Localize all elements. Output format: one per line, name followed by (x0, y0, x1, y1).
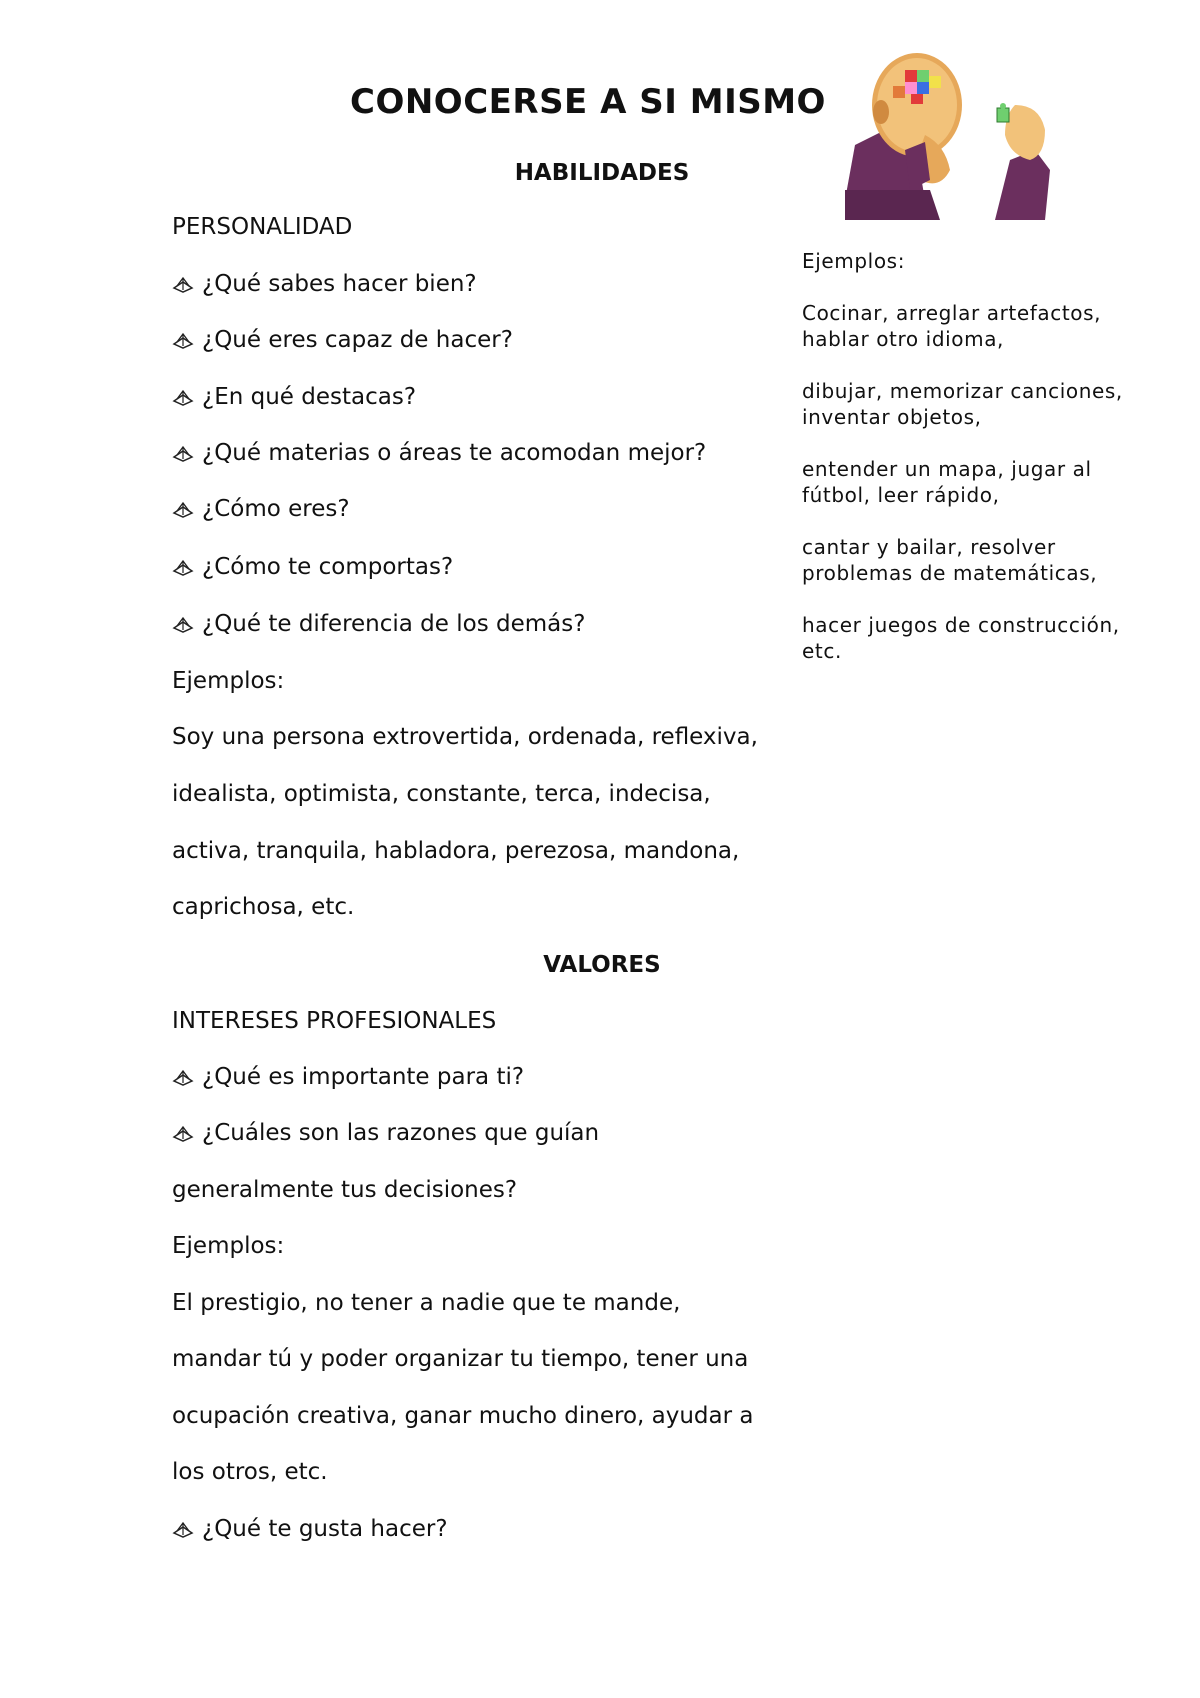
question-text: ¿Qué sabes hacer bien? (202, 271, 477, 297)
question-text: ¿En qué destacas? (202, 384, 417, 410)
side-note-paragraph: Cocinar, arreglar artefactos, hablar otro idioma, (802, 301, 1102, 351)
question-text: ¿Qué te gusta hacer? (202, 1516, 448, 1542)
question-item (172, 325, 513, 355)
book-bullet-icon (172, 442, 194, 462)
book-bullet-icon (172, 498, 194, 518)
examples-label: Ejemplos: (172, 1233, 285, 1259)
example-line: idealista, optimista, constante, terca, indecisa, (172, 781, 711, 807)
question-text: ¿Cómo eres? (202, 496, 350, 522)
question-text: ¿Cuáles son las razones que guían (202, 1120, 600, 1146)
side-note-paragraph: cantar y bailar, resolver problemas de matemáticas, (802, 535, 1098, 585)
example-line: El prestigio, no tener a nadie que te mande, (172, 1290, 681, 1316)
example-line: caprichosa, etc. (172, 894, 355, 920)
side-note-paragraph: entender un mapa, jugar al fútbol, leer rápido, (802, 457, 1092, 507)
book-bullet-icon (172, 273, 194, 293)
question-text: ¿Qué te diferencia de los demás? (202, 611, 586, 637)
question-item (172, 1118, 599, 1148)
question-item (172, 269, 477, 299)
example-line: ocupación creativa, ganar mucho dinero, ayudar a (172, 1403, 754, 1429)
question-text: ¿Qué materias o áreas te acomodan mejor? (202, 440, 707, 466)
question-text: ¿Qué es importante para ti? (202, 1064, 525, 1090)
thinking-man-illustration (845, 50, 1060, 220)
question-text: ¿Qué eres capaz de hacer? (202, 327, 513, 353)
example-line: Soy una persona extrovertida, ordenada, reflexiva, (172, 724, 758, 750)
question-text: ¿Cómo te comportas? (202, 554, 454, 580)
book-bullet-icon (172, 1518, 194, 1538)
question-continuation: generalmente tus decisiones? (172, 1177, 518, 1203)
question-item (172, 552, 453, 582)
side-notes (802, 248, 1162, 690)
subheading-intereses-profesionales: INTERESES PROFESIONALES (172, 1008, 497, 1034)
book-bullet-icon (172, 613, 194, 633)
question-item (172, 609, 585, 639)
section-heading-valores: VALORES (543, 952, 661, 978)
question-item (172, 1062, 524, 1092)
section-heading-habilidades: HABILIDADES (514, 160, 690, 186)
book-bullet-icon (172, 1066, 194, 1086)
example-line: activa, tranquila, habladora, perezosa, mandona, (172, 838, 740, 864)
question-item (172, 1514, 448, 1544)
side-notes-label: Ejemplos: (802, 249, 906, 273)
book-bullet-icon (172, 386, 194, 406)
side-note-paragraph: dibujar, memorizar canciones, inventar objetos, (802, 379, 1123, 429)
question-item (172, 438, 706, 468)
book-bullet-icon (172, 329, 194, 349)
example-line: los otros, etc. (172, 1459, 328, 1485)
question-item (172, 382, 416, 412)
question-item (172, 494, 350, 524)
side-note-paragraph: hacer juegos de construcción, etc. (802, 613, 1120, 663)
book-bullet-icon (172, 1122, 194, 1142)
book-bullet-icon (172, 556, 194, 576)
subheading-personalidad: PERSONALIDAD (172, 214, 353, 240)
document-title: CONOCERSE A SI MISMO (350, 82, 826, 122)
example-line: mandar tú y poder organizar tu tiempo, tener una (172, 1346, 749, 1372)
examples-label: Ejemplos: (172, 668, 285, 694)
